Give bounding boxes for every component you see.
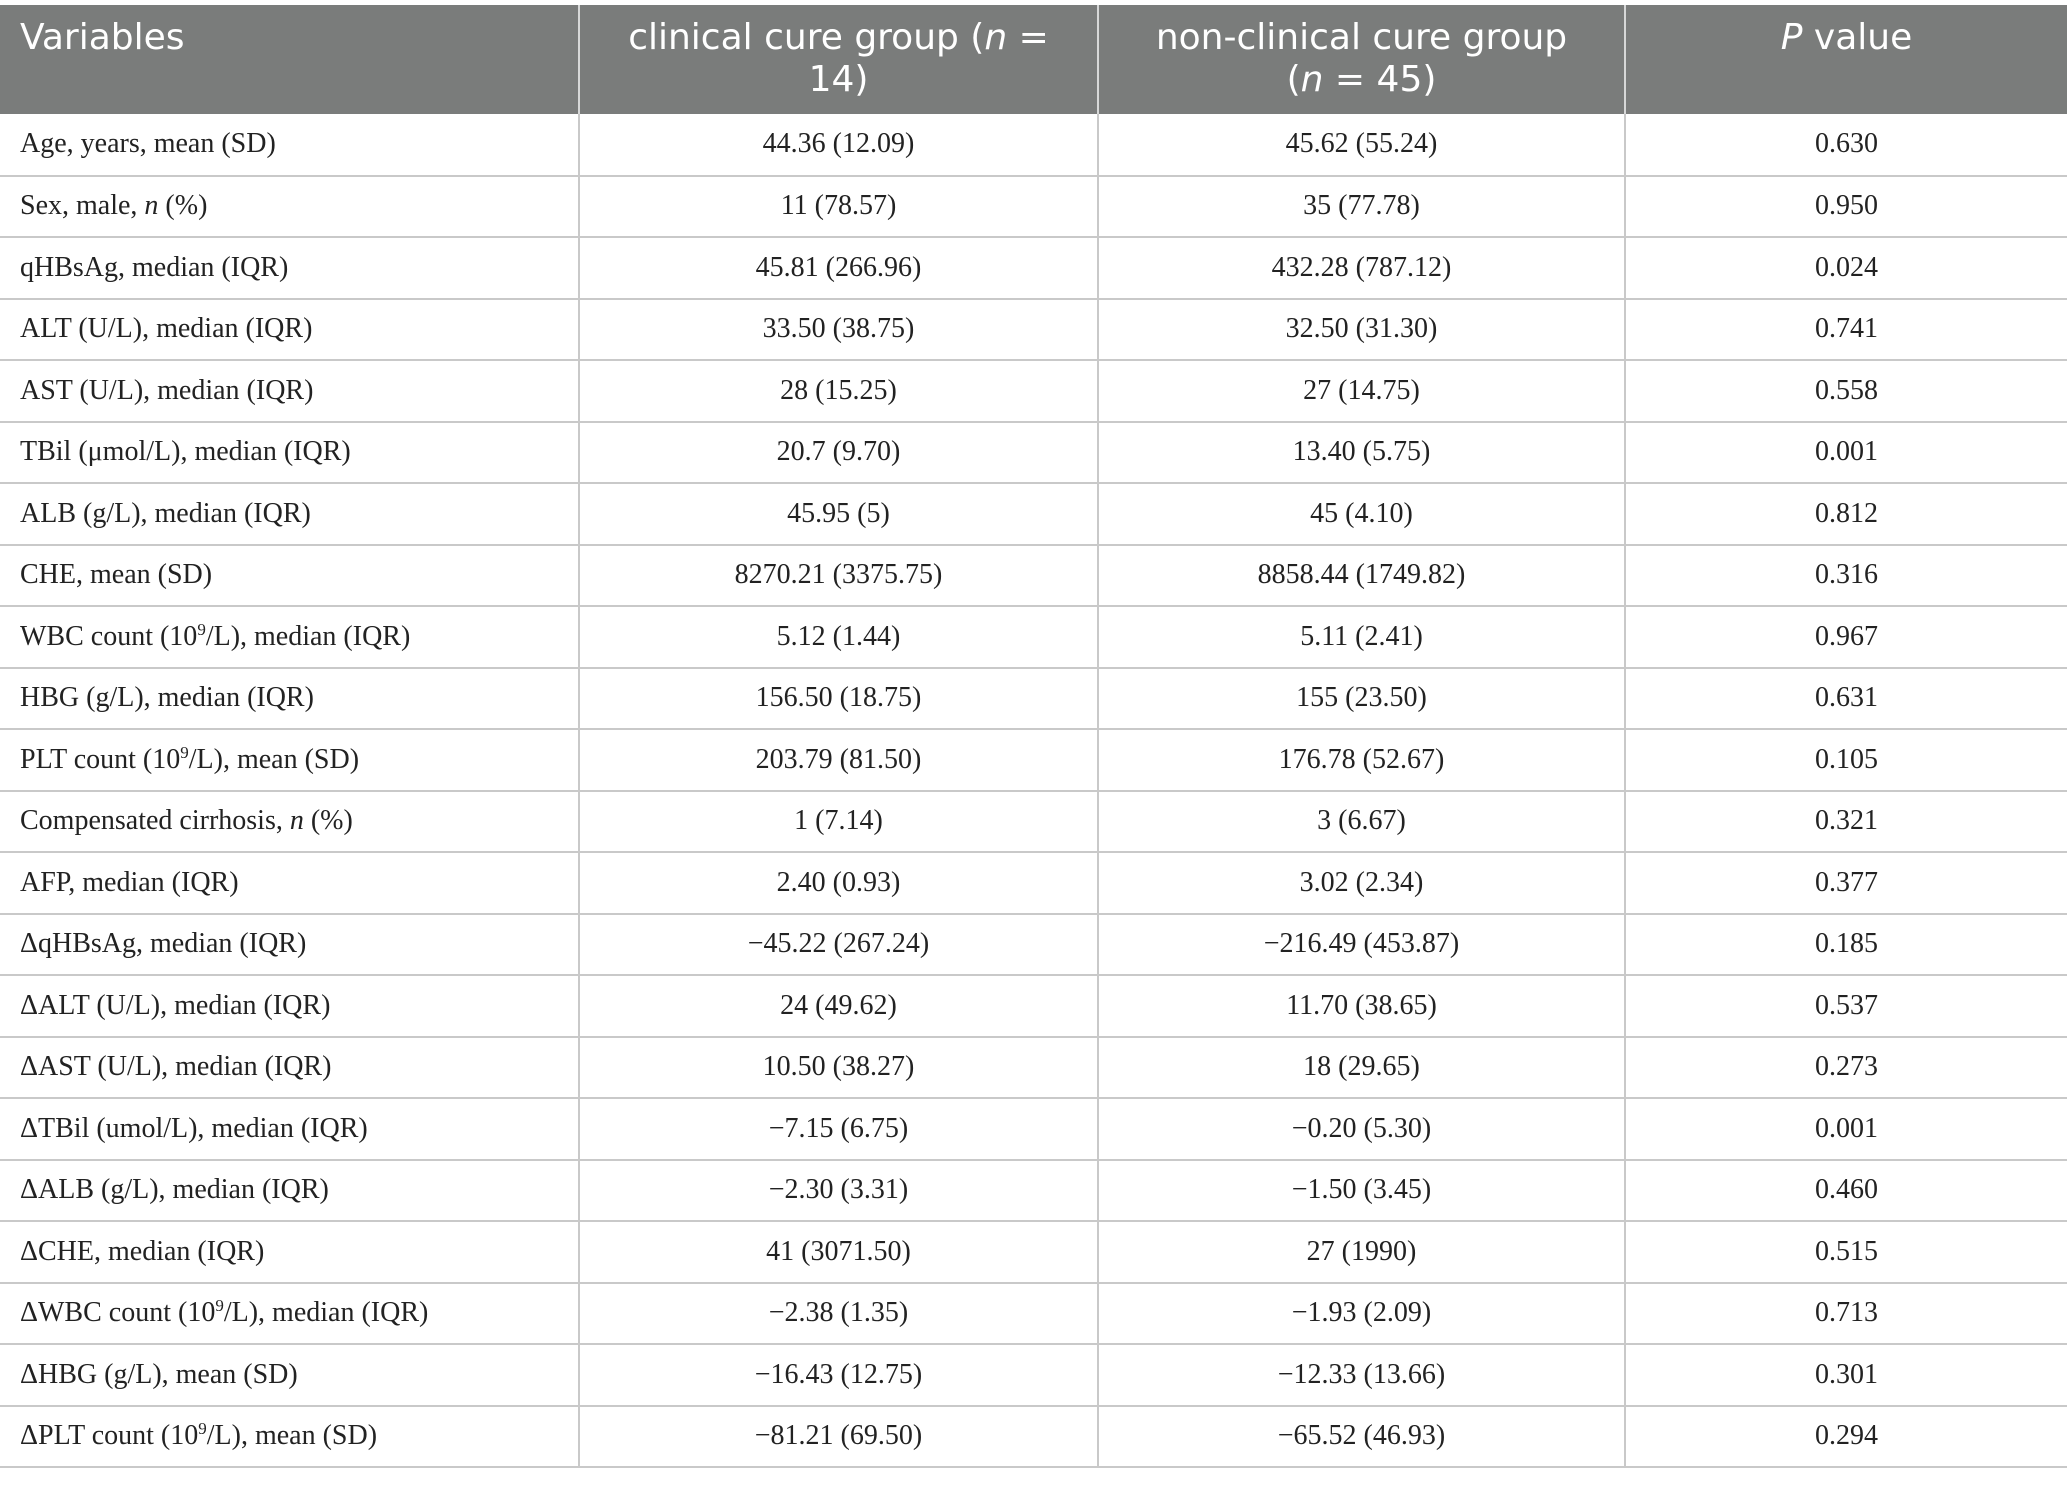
cell-clinical-cure: 24 (49.62) — [579, 975, 1098, 1037]
table-row — [0, 1221, 2067, 1283]
cell-p-value: 0.377 — [1625, 852, 2067, 914]
cell-non-clinical-cure: 432.28 (787.12) — [1098, 237, 1625, 299]
cell-non-clinical-cure: 27 (1990) — [1098, 1221, 1625, 1283]
cell-p-value: 0.316 — [1625, 545, 2067, 607]
cell-non-clinical-cure: −65.52 (46.93) — [1098, 1406, 1625, 1468]
cell-variable: ΔqHBsAg, median (IQR) — [0, 914, 579, 976]
cell-p-value: 0.024 — [1625, 237, 2067, 299]
table-row — [0, 422, 2067, 484]
cell-non-clinical-cure: 35 (77.78) — [1098, 176, 1625, 238]
header-non-clinical-cure: non-clinical cure group (n = 45) — [1098, 5, 1625, 114]
cell-clinical-cure: −45.22 (267.24) — [579, 914, 1098, 976]
cell-p-value: 0.741 — [1625, 299, 2067, 361]
table-row — [0, 668, 2067, 730]
cell-variable: HBG (g/L), median (IQR) — [0, 668, 579, 730]
cell-variable: CHE, mean (SD) — [0, 545, 579, 607]
cell-p-value: 0.294 — [1625, 1406, 2067, 1468]
header-variables: Variables — [0, 5, 579, 114]
table-row — [0, 176, 2067, 238]
cell-non-clinical-cure: 27 (14.75) — [1098, 360, 1625, 422]
cell-variable: ΔAST (U/L), median (IQR) — [0, 1037, 579, 1099]
cell-clinical-cure: 2.40 (0.93) — [579, 852, 1098, 914]
cell-non-clinical-cure: 45 (4.10) — [1098, 483, 1625, 545]
cell-clinical-cure: 10.50 (38.27) — [579, 1037, 1098, 1099]
cell-variable: ΔHBG (g/L), mean (SD) — [0, 1344, 579, 1406]
cell-p-value: 0.630 — [1625, 114, 2067, 176]
cell-p-value: 0.967 — [1625, 606, 2067, 668]
cell-clinical-cure: 1 (7.14) — [579, 791, 1098, 853]
table-row — [0, 1160, 2067, 1222]
cell-variable: AST (U/L), median (IQR) — [0, 360, 579, 422]
table-body — [0, 114, 2067, 1467]
cell-p-value: 0.105 — [1625, 729, 2067, 791]
cell-variable: ALT (U/L), median (IQR) — [0, 299, 579, 361]
cell-non-clinical-cure: 45.62 (55.24) — [1098, 114, 1625, 176]
cell-clinical-cure: 203.79 (81.50) — [579, 729, 1098, 791]
table-row — [0, 1098, 2067, 1160]
cell-non-clinical-cure: 155 (23.50) — [1098, 668, 1625, 730]
cell-p-value: 0.537 — [1625, 975, 2067, 1037]
cell-p-value: 0.950 — [1625, 176, 2067, 238]
cell-variable: ΔWBC count $(10^9/L)$, median (IQR) — [0, 1283, 579, 1345]
cell-clinical-cure: −7.15 (6.75) — [579, 1098, 1098, 1160]
cell-p-value: 0.301 — [1625, 1344, 2067, 1406]
comparison-table — [0, 5, 2067, 1468]
cell-variable: ΔALB (g/L), median (IQR) — [0, 1160, 579, 1222]
cell-clinical-cure: 41 (3071.50) — [579, 1221, 1098, 1283]
cell-clinical-cure: 33.50 (38.75) — [579, 299, 1098, 361]
cell-p-value: 0.713 — [1625, 1283, 2067, 1345]
cell-variable: Compensated cirrhosis, n (%) — [0, 791, 579, 853]
cell-clinical-cure: 156.50 (18.75) — [579, 668, 1098, 730]
cell-non-clinical-cure: 32.50 (31.30) — [1098, 299, 1625, 361]
cell-p-value: 0.185 — [1625, 914, 2067, 976]
cell-p-value: 0.321 — [1625, 791, 2067, 853]
table-row — [0, 483, 2067, 545]
cell-non-clinical-cure: −216.49 (453.87) — [1098, 914, 1625, 976]
table-row — [0, 360, 2067, 422]
header-p-value: P value — [1625, 5, 2067, 114]
table-row — [0, 975, 2067, 1037]
cell-clinical-cure: 45.95 (5) — [579, 483, 1098, 545]
table-row — [0, 114, 2067, 176]
cell-clinical-cure: 20.7 (9.70) — [579, 422, 1098, 484]
cell-variable: ΔTBil (umol/L), median (IQR) — [0, 1098, 579, 1160]
cell-p-value: 0.460 — [1625, 1160, 2067, 1222]
cell-variable: ALB (g/L), median (IQR) — [0, 483, 579, 545]
table-row — [0, 545, 2067, 607]
cell-p-value: 0.812 — [1625, 483, 2067, 545]
cell-p-value: 0.515 — [1625, 1221, 2067, 1283]
cell-non-clinical-cure: −12.33 (13.66) — [1098, 1344, 1625, 1406]
cell-clinical-cure: 5.12 (1.44) — [579, 606, 1098, 668]
cell-variable: Sex, male, n (%) — [0, 176, 579, 238]
cell-variable: WBC count $(10^9/L)$, median (IQR) — [0, 606, 579, 668]
cell-variable: ΔPLT count $(10^9/L)$, mean (SD) — [0, 1406, 579, 1468]
cell-clinical-cure: 11 (78.57) — [579, 176, 1098, 238]
cell-variable: AFP, median (IQR) — [0, 852, 579, 914]
cell-non-clinical-cure: 8858.44 (1749.82) — [1098, 545, 1625, 607]
cell-variable: PLT count $(10^9/L)$, mean (SD) — [0, 729, 579, 791]
cell-clinical-cure: 44.36 (12.09) — [579, 114, 1098, 176]
table-row — [0, 914, 2067, 976]
header-row — [0, 5, 2067, 114]
table-row — [0, 299, 2067, 361]
cell-variable: ΔCHE, median (IQR) — [0, 1221, 579, 1283]
cell-clinical-cure: −2.30 (3.31) — [579, 1160, 1098, 1222]
cell-non-clinical-cure: −1.50 (3.45) — [1098, 1160, 1625, 1222]
table-row — [0, 606, 2067, 668]
cell-clinical-cure: 8270.21 (3375.75) — [579, 545, 1098, 607]
cell-clinical-cure: −16.43 (12.75) — [579, 1344, 1098, 1406]
header-clinical-cure: clinical cure group (n = 14) — [579, 5, 1098, 114]
table-row — [0, 1037, 2067, 1099]
cell-variable: Age, years, mean (SD) — [0, 114, 579, 176]
cell-variable: TBil (μmol/L), median (IQR) — [0, 422, 579, 484]
table-row — [0, 729, 2067, 791]
cell-clinical-cure: 45.81 (266.96) — [579, 237, 1098, 299]
cell-non-clinical-cure: −1.93 (2.09) — [1098, 1283, 1625, 1345]
cell-p-value: 0.631 — [1625, 668, 2067, 730]
table-row — [0, 237, 2067, 299]
cell-non-clinical-cure: 3 (6.67) — [1098, 791, 1625, 853]
table-row — [0, 1283, 2067, 1345]
cell-non-clinical-cure: 13.40 (5.75) — [1098, 422, 1625, 484]
cell-p-value: 0.001 — [1625, 1098, 2067, 1160]
cell-non-clinical-cure: 11.70 (38.65) — [1098, 975, 1625, 1037]
cell-non-clinical-cure: −0.20 (5.30) — [1098, 1098, 1625, 1160]
cell-clinical-cure: 28 (15.25) — [579, 360, 1098, 422]
cell-clinical-cure: −81.21 (69.50) — [579, 1406, 1098, 1468]
cell-p-value: 0.558 — [1625, 360, 2067, 422]
cell-non-clinical-cure: 176.78 (52.67) — [1098, 729, 1625, 791]
table-row — [0, 1406, 2067, 1468]
cell-clinical-cure: −2.38 (1.35) — [579, 1283, 1098, 1345]
cell-variable: ΔALT (U/L), median (IQR) — [0, 975, 579, 1037]
cell-non-clinical-cure: 18 (29.65) — [1098, 1037, 1625, 1099]
table-row — [0, 852, 2067, 914]
cell-p-value: 0.273 — [1625, 1037, 2067, 1099]
table-row — [0, 1344, 2067, 1406]
cell-non-clinical-cure: 3.02 (2.34) — [1098, 852, 1625, 914]
table-row — [0, 791, 2067, 853]
table-header — [0, 5, 2067, 114]
cell-non-clinical-cure: 5.11 (2.41) — [1098, 606, 1625, 668]
cell-p-value: 0.001 — [1625, 422, 2067, 484]
cell-variable: qHBsAg, median (IQR) — [0, 237, 579, 299]
